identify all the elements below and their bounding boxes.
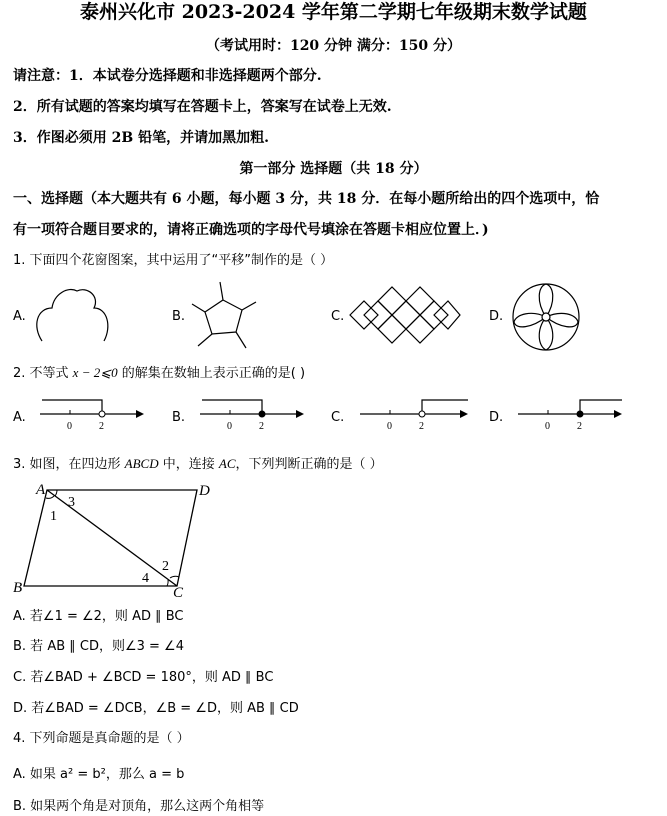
q2-stem-post: 的解集在数轴上表示正确的是( ): [117, 366, 306, 381]
q2-numberline-a: [40, 398, 150, 434]
q1-label-a: A.: [13, 309, 26, 324]
q1-figure-a: [32, 286, 112, 346]
q1-label-b: B.: [172, 309, 186, 324]
q1-stem: 1. 下面四个花窗图案，其中运用了“平移”制作的是（ ）: [13, 253, 334, 268]
q2-numberline-d: [518, 398, 633, 434]
exam-info: （考试用时：120 分钟 满分：150 分）: [205, 38, 462, 54]
q3-option-b: B. 若 AB ∥ CD，则∠3 = ∠4: [13, 639, 184, 654]
q2-d-tick-2: 2: [577, 421, 582, 432]
q3-option-a: A. 若∠1 = ∠2，则 AD ∥ BC: [13, 609, 184, 624]
q3-figure: [10, 480, 230, 600]
q3-vertex-b: B: [13, 580, 23, 596]
q2-label-a: A.: [13, 410, 26, 425]
q3-option-d: D. 若∠BAD = ∠DCB，∠B = ∠D，则 AB ∥ CD: [13, 701, 299, 716]
q2-c-tick-0: 0: [387, 421, 392, 432]
q3-vertex-a: A: [36, 482, 46, 498]
q4-option-b: B. 如果两个角是对顶角，那么这两个角相等: [13, 799, 265, 814]
q3-stem-mid: 中，连接: [158, 457, 219, 472]
q1-label-d: D.: [489, 309, 504, 324]
q3-option-c: C. 若∠BAD + ∠BCD = 180°，则 AD ∥ BC: [13, 670, 274, 685]
q3-angle-4: 4: [142, 571, 149, 586]
q1-figure-d: [510, 280, 582, 352]
q2-a-tick-2: 2: [99, 421, 104, 432]
q3-angle-3: 3: [68, 495, 75, 510]
page-title: 泰州兴化市 2023-2024 学年第二学期七年级期末数学试题: [80, 1, 587, 23]
q3-stem-post: ，下列判断正确的是（ ）: [235, 457, 383, 472]
q2-b-tick-0: 0: [227, 421, 232, 432]
note-3: 3．作图必须用 2B 铅笔，并请加黑加粗.: [13, 130, 269, 146]
q3-angle-1: 1: [50, 509, 57, 524]
q3-diagonal-name: AC: [218, 456, 236, 471]
q2-label-b: B.: [172, 410, 186, 425]
q2-inequality: x − 2⩽0: [72, 365, 118, 380]
q2-c-tick-2: 2: [419, 421, 424, 432]
q3-stem-pre: 3. 如图，在四边形: [13, 457, 125, 472]
q1-figure-b: [190, 282, 260, 352]
q2-numberline-c: [360, 398, 475, 434]
q3-angle-2: 2: [162, 559, 169, 574]
q2-a-tick-0: 0: [67, 421, 72, 432]
q1-label-c: C.: [331, 309, 345, 324]
q4-option-a: A. 如果 a² = b²，那么 a = b: [13, 767, 185, 782]
section-instructions-line1: 一、选择题（本大题共有 6 小题，每小题 3 分，共 18 分．在每小题所给出的四个选项中，恰: [13, 191, 600, 207]
note-1: 请注意：1．本试卷分选择题和非选择题两个部分.: [13, 68, 322, 84]
q2-stem: [13, 364, 305, 383]
q2-label-d: D.: [489, 410, 504, 425]
q3-quad-name: ABCD: [124, 456, 159, 471]
q2-d-tick-0: 0: [545, 421, 550, 432]
part-heading: 第一部分 选择题（共 18 分）: [239, 161, 428, 177]
q2-b-tick-2: 2: [259, 421, 264, 432]
section-instructions-line2: 有一项符合题目要求的，请将正确选项的字母代号填涂在答题卡相应位置上．): [13, 222, 489, 238]
q3-stem: [13, 455, 383, 474]
q2-numberline-b: [200, 398, 310, 434]
q2-stem-pre: 2. 不等式: [13, 366, 73, 381]
q3-vertex-c: C: [173, 585, 184, 601]
q3-vertex-d: D: [199, 483, 210, 499]
q4-stem: 4. 下列命题是真命题的是（ ）: [13, 731, 190, 746]
note-2: 2．所有试题的答案均填写在答题卡上，答案写在试卷上无效.: [13, 99, 392, 115]
q1-figure-c: [350, 284, 460, 346]
q2-label-c: C.: [331, 410, 345, 425]
